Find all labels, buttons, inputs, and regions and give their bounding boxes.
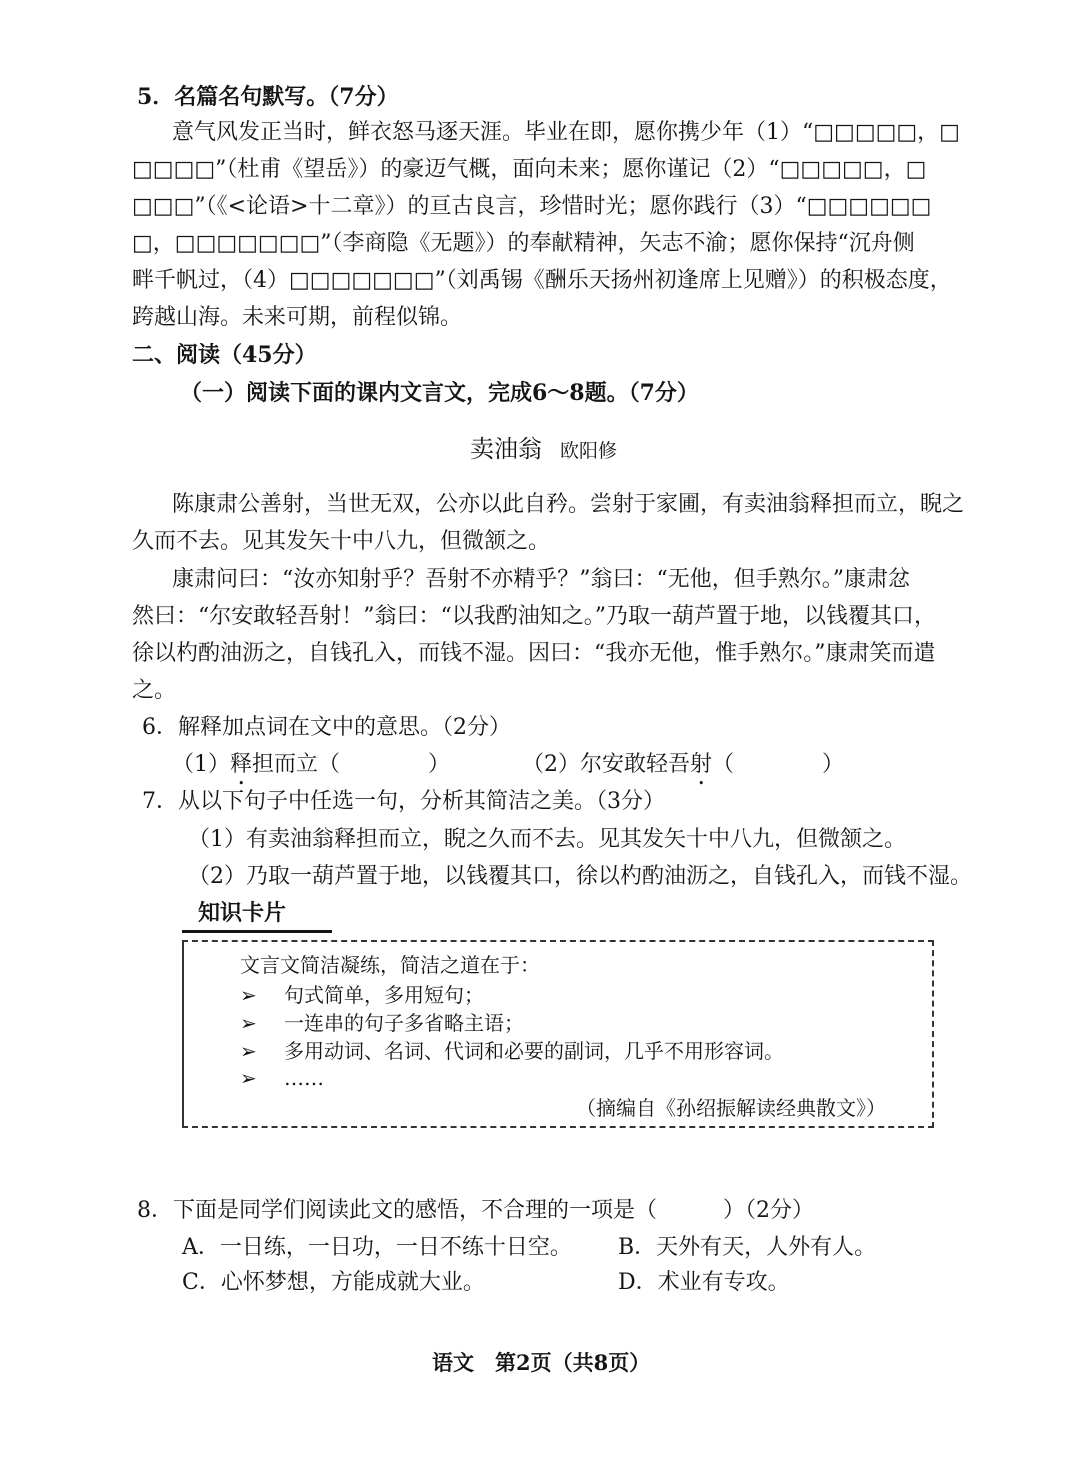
q6-item-1-dotted-word: 释 bbox=[230, 752, 253, 777]
passage-title: 卖油翁 bbox=[470, 435, 542, 463]
q8-option-b: B．天外有天，人外有人。 bbox=[618, 1235, 877, 1260]
q6-item-2 bbox=[522, 750, 844, 790]
q5-line-2: □□□□”（杜甫《望岳》）的豪迈气概，面向未来；愿你谨记（2）“□□□□□，□ bbox=[132, 157, 927, 182]
card-source: （摘编自《孙绍振解读经典散文》） bbox=[576, 1096, 886, 1120]
card-title: 知识卡片 bbox=[198, 900, 287, 926]
q6-item-1-prefix: （1） bbox=[172, 752, 230, 777]
card-bullet-3-text: 多用动词、名词、代词和必要的副词，几乎不用形容词。 bbox=[284, 1039, 784, 1063]
card-bullet-1 bbox=[240, 980, 484, 1010]
q5-line-6: 跨越山海。未来可期，前程似锦。 bbox=[132, 305, 463, 330]
q5-line-3: □□□”（《<论语>十二章》）的亘古良言，珍惜时光；愿你践行（3）“□□□□□□ bbox=[132, 194, 932, 219]
arrow-bullet-icon: ➢ bbox=[240, 983, 257, 1007]
q6-item-2-prefix: （2）尔安敢轻吾 bbox=[522, 752, 690, 777]
passage-author: 欧阳修 bbox=[560, 440, 618, 462]
q7-option-2: （2）乃取一葫芦置于地，以钱覆其口，徐以杓酌油沥之，自钱孔入，而钱不湿。 bbox=[188, 864, 972, 889]
q7-heading: 7．从以下句子中任选一句，分析其简洁之美。（3分） bbox=[142, 789, 665, 814]
q6-item-2-rest: （ ） bbox=[712, 752, 845, 777]
q5-line-4: □，□□□□□□□”（李商隐《无题》）的奉献精神，矢志不渝；愿你保持“沉舟侧 bbox=[132, 231, 915, 256]
q7-option-1: （1）有卖油翁释担而立，睨之久而不去。见其发矢十中八九，但微颔之。 bbox=[188, 827, 906, 852]
passage-line-2: 久而不去。见其发矢十中八九，但微颔之。 bbox=[132, 529, 551, 554]
card-intro: 文言文简洁凝练，简洁之道在于： bbox=[240, 953, 540, 977]
passage-line-6: 之。 bbox=[132, 678, 177, 703]
q5-line-1: 意气风发正当时，鲜衣怒马逐天涯。毕业在即，愿你携少年（1）“□□□□□，□ bbox=[172, 120, 960, 145]
section-2-sub-heading: （一）阅读下面的课内文言文，完成6～8题。（7分） bbox=[180, 380, 699, 406]
q5-line-5: 畔千帆过，（4）□□□□□□□”（刘禹锡《酬乐天扬州初逢席上见赠》）的积极态度， bbox=[132, 268, 952, 293]
arrow-bullet-icon: ➢ bbox=[240, 1011, 257, 1035]
passage-line-3: 康肃问曰：“汝亦知射乎？吾射不亦精乎？”翁曰：“无他，但手熟尔。”康肃忿 bbox=[172, 567, 910, 592]
passage-line-5: 徐以杓酌油沥之，自钱孔入，而钱不湿。因曰：“我亦无他，惟手熟尔。”康肃笑而遣 bbox=[132, 641, 936, 666]
card-bullet-1-text: 句式简单，多用短句； bbox=[284, 983, 484, 1007]
card-bullet-2-text: 一连串的句子多省略主语； bbox=[284, 1011, 524, 1035]
arrow-bullet-icon: ➢ bbox=[240, 1066, 257, 1090]
passage-line-4: 然曰：“尔安敢轻吾射！”翁曰：“以我酌油知之。”乃取一葫芦置于地，以钱覆其口， bbox=[132, 604, 936, 629]
card-bullet-4 bbox=[240, 1063, 324, 1093]
arrow-bullet-icon: ➢ bbox=[240, 1039, 257, 1063]
q8-option-c: C．心怀梦想，方能成就大业。 bbox=[182, 1270, 485, 1295]
card-bullet-3 bbox=[240, 1036, 784, 1066]
section-2-heading: 二、阅读（45分） bbox=[132, 342, 317, 368]
q6-item-1 bbox=[172, 750, 450, 790]
passage-line-1: 陈康肃公善射，当世无双，公亦以此自矜。尝射于家圃，有卖油翁释担而立，睨之 bbox=[172, 492, 965, 517]
card-bullet-2 bbox=[240, 1008, 524, 1038]
card-title-underline bbox=[182, 930, 332, 933]
q5-heading: 5．名篇名句默写。（7分） bbox=[137, 84, 399, 110]
card-bullet-4-text: …… bbox=[284, 1066, 324, 1090]
q8-option-d: D．术业有专攻。 bbox=[618, 1270, 790, 1295]
page-footer: 语文 第2页（共8页） bbox=[432, 1350, 651, 1375]
q6-item-1-rest: 担而立（ ） bbox=[252, 752, 451, 777]
q8-option-a: A．一日练，一日功，一日不练十日空。 bbox=[182, 1235, 572, 1260]
q6-heading: 6．解释加点词在文中的意思。（2分） bbox=[142, 715, 511, 740]
passage-title-line bbox=[470, 434, 617, 466]
q8-heading: 8．下面是同学们阅读此文的感悟，不合理的一项是（ ）（2分） bbox=[137, 1198, 814, 1223]
q6-item-2-dotted-word: 射 bbox=[690, 752, 713, 777]
